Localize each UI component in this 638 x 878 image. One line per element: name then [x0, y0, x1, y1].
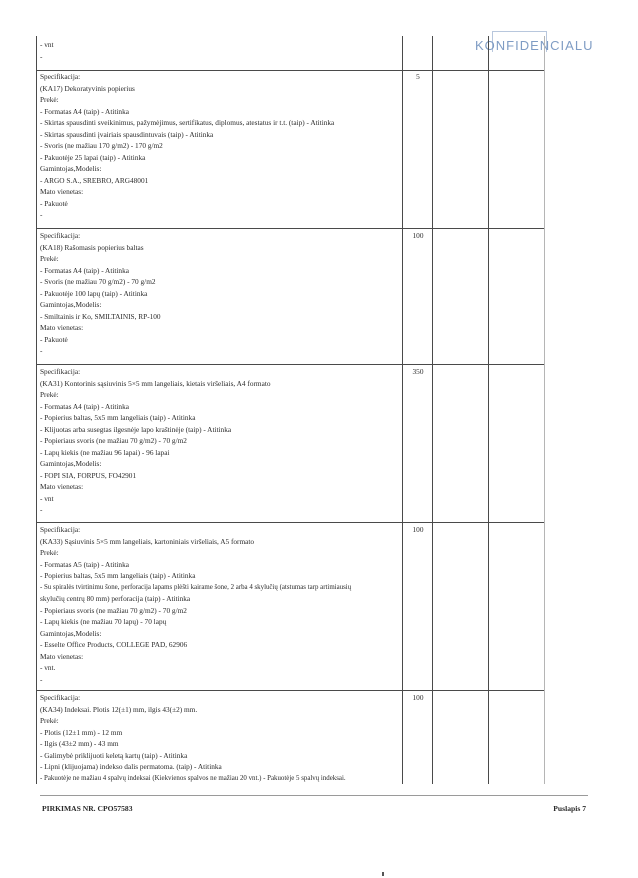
unit-label: Mato vienetas:	[40, 187, 84, 196]
unit-label: Mato vienetas:	[40, 482, 84, 491]
spec-line: - Plotis (12±1 mm) - 12 mm	[40, 727, 123, 737]
spec-line: - Formatas A5 (taip) - Atitinka	[40, 559, 129, 569]
row-separator-4	[36, 522, 544, 523]
spec-line: -	[40, 346, 43, 355]
spec-line: - Lapų kiekis (ne mažiau 96 lapai) - 96 lapai	[40, 447, 170, 457]
manufacturer-value: - ARGO S.A., SREBRO, ARG48001	[40, 175, 149, 185]
spec-line: -	[40, 210, 43, 219]
manufacturer-label: Gamintojas,Modelis:	[40, 628, 102, 638]
spec-line: Prekė:	[40, 548, 59, 557]
spec-line: - Popierius baltas, 5x5 mm langeliais (taip) - Atitinka	[40, 413, 196, 422]
manufacturer-label: Gamintojas,Modelis:	[40, 164, 102, 173]
previous-item-fragment	[40, 39, 400, 62]
spec-line: Prekė:	[40, 95, 59, 104]
row-separator-5	[36, 690, 544, 691]
spec-line: - Lipni (klijuojama) indekso dalis permatoma. (taip) - Atitinka	[40, 762, 222, 771]
page-number: Puslapis 7	[553, 804, 586, 813]
spec-line: - Klijuotas arba susegtas ilgesnėje lapo kraštinėje (taip) - Atitinka	[40, 424, 232, 434]
spec-line: skylučių centrų 80 mm) perforacija (taip) - Atitinka	[40, 594, 191, 603]
scan-mark	[382, 872, 384, 876]
table-right-border	[544, 36, 545, 784]
spec-label: Specifikacija:	[40, 72, 81, 81]
spec-line: - Pakuotėje ne mažiau 4 spalvų indeksai (Kiekvienos spalvos ne mažiau 20 vnt.) - Pakuotėje 5 spalvų indeksai.	[40, 774, 346, 782]
spec-line: Prekė:	[40, 390, 59, 399]
spec-line: - Ilgis (43±2 mm) - 43 mm	[40, 739, 119, 748]
column-divider-sum	[488, 36, 489, 784]
table-left-border	[36, 36, 37, 784]
quantity-cell: 100	[412, 693, 424, 702]
spec-line: - Popieriaus svoris (ne mažiau 70 g/m2) - 70 g/m2	[40, 605, 187, 615]
spec-line: -	[40, 505, 43, 514]
spec-line: -	[40, 674, 43, 684]
unit-value: - vnt	[40, 493, 54, 503]
item-row-ka18	[40, 230, 400, 357]
spec-line: - Skirtas spausdinti sveikinimus, pažymėjimus, sertifikatus, diplomus, atestatus ir t.t. (taip) - Atitinka	[40, 118, 335, 127]
manufacturer-value: - FOPI SIA, FORPUS, FO42901	[40, 470, 137, 480]
manufacturer-value: - Esselte Office Products, COLLEGE PAD, 62906	[40, 640, 188, 649]
fragment-line: -	[40, 51, 43, 61]
quantity-cell: 350	[412, 367, 424, 376]
item-row-ka33	[40, 524, 400, 685]
item-title: (KA31) Kontorinis sąsiuvinis 5×5 mm langeliais, kietais viršeliais, A4 formato	[40, 378, 271, 388]
manufacturer-label: Gamintojas,Modelis:	[40, 459, 102, 468]
spec-label: Specifikacija:	[40, 693, 81, 702]
confidential-stamp: KONFIDENCIALU	[475, 38, 594, 53]
quantity-cell: 100	[412, 525, 424, 534]
item-row-ka31	[40, 366, 400, 516]
spec-line: - Svoris (ne mažiau 170 g/m2) - 170 g/m2	[40, 141, 163, 150]
quantity-cell: 5	[416, 72, 420, 81]
spec-line: - Popierius baltas, 5x5 mm langeliais (taip) - Atitinka	[40, 571, 196, 580]
manufacturer-label: Gamintojas,Modelis:	[40, 300, 102, 309]
spec-line: - Formatas A4 (taip) - Atitinka	[40, 401, 129, 411]
quantity-cell: 100	[412, 231, 424, 240]
procurement-number: PIRKIMAS NR. CPO57583	[42, 804, 133, 813]
item-row-ka17	[40, 71, 400, 221]
spec-line: - Formatas A4 (taip) - Atitinka	[40, 265, 129, 275]
row-separator-3	[36, 364, 544, 365]
item-title: (KA18) Rašomasis popierius baltas	[40, 242, 144, 252]
unit-value: - Pakuotė	[40, 198, 68, 208]
spec-line: - Lapų kiekis (ne mažiau 70 lapų) - 70 lapų	[40, 617, 167, 626]
manufacturer-value: - Smiltainis ir Ko, SMILTAINIS, RP-100	[40, 311, 161, 321]
item-row-ka34	[40, 692, 400, 784]
spec-line: - Skirtas spausdinti įvairiais spausdintuvais (taip) - Atitinka	[40, 129, 214, 139]
spec-line: - Formatas A4 (taip) - Atitinka	[40, 106, 129, 116]
item-title: (KA33) Sąsiuvinis 5×5 mm langeliais, kartoniniais viršeliais, A5 formato	[40, 536, 255, 546]
column-divider-qty	[402, 36, 403, 784]
spec-label: Specifikacija:	[40, 367, 81, 376]
spec-line: - Pakuotėje 100 lapų (taip) - Atitinka	[40, 288, 148, 298]
row-separator-2	[36, 228, 544, 229]
spec-line: - Galimybė priklijuoti keletą kartų (taip) - Atitinka	[40, 750, 188, 760]
spec-line: - Popieriaus svoris (ne mažiau 70 g/m2) - 70 g/m2	[40, 436, 187, 445]
spec-line: - Pakuotėje 25 lapai (taip) - Atitinka	[40, 152, 146, 162]
unit-label: Mato vienetas:	[40, 323, 84, 332]
footer-divider	[40, 795, 588, 796]
spec-line: - Su spiralės tvirtinimu šone, perforacija lapams plėšti kairame šone, 2 arba 4 skylučių (atstumas tarp artimiausių	[40, 583, 352, 591]
spec-label: Specifikacija:	[40, 231, 81, 240]
item-title: (KA17) Dekoratyvinis popierius	[40, 83, 135, 93]
fragment-line: - vnt	[40, 40, 54, 49]
item-title: (KA34) Indeksai. Plotis 12(±1) mm, ilgis 43(±2) mm.	[40, 704, 198, 714]
unit-value: - Pakuotė	[40, 334, 68, 344]
unit-value: - vnt.	[40, 663, 56, 672]
spec-label: Specifikacija:	[40, 525, 81, 534]
spec-line: - Svoris (ne mažiau 70 g/m2) - 70 g/m2	[40, 277, 156, 286]
spec-line: Prekė:	[40, 716, 59, 725]
unit-label: Mato vienetas:	[40, 651, 84, 661]
column-divider-price	[432, 36, 433, 784]
spec-line: Prekė:	[40, 254, 59, 263]
